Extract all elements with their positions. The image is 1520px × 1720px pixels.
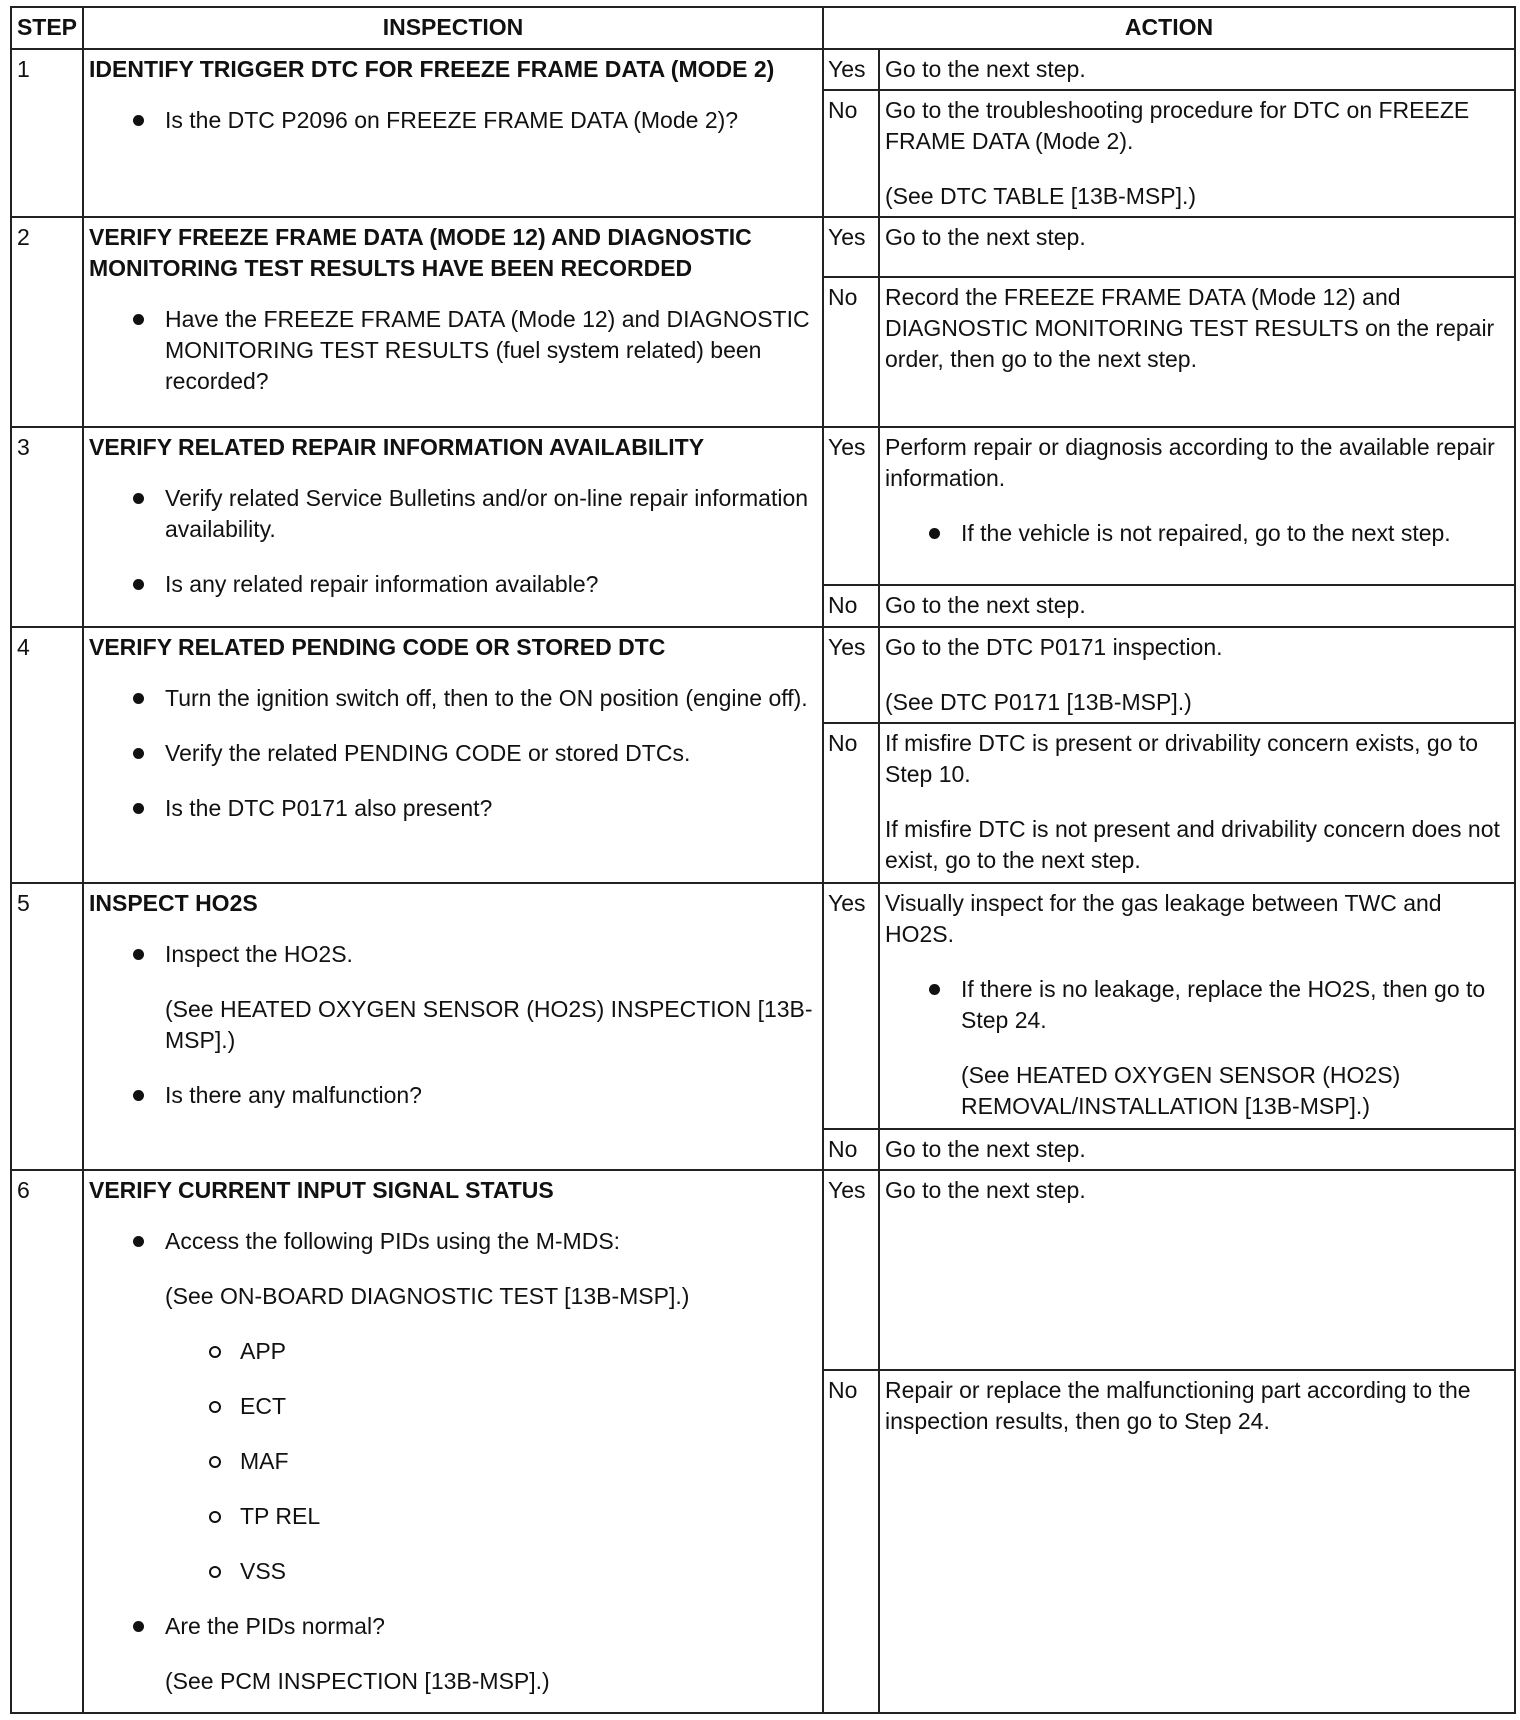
action-text: Record the FREEZE FRAME DATA (Mode 12) and DIAGNOSTIC MONITORING TEST RESULTS on the repair order, then go to the next step. [885, 284, 1495, 372]
action-reference: (See DTC TABLE [13B-MSP].) [885, 183, 1197, 209]
bullet-text: Are the PIDs normal? [165, 1613, 385, 1639]
action-text: If misfire DTC is not present and drivability concern does not exist, go to the next step. [885, 816, 1500, 873]
yes-action [879, 427, 1515, 585]
step-title: VERIFY CURRENT INPUT SIGNAL STATUS [89, 1177, 554, 1203]
action-text: Go to the next step. [885, 56, 1086, 82]
step-title: IDENTIFY TRIGGER DTC FOR FREEZE FRAME DATA (MODE 2) [89, 56, 775, 82]
bullet-reference: (See PCM INSPECTION [13B-MSP].) [165, 1668, 550, 1694]
bullet-item: Is there any malfunction? [89, 1080, 817, 1111]
no-action [879, 90, 1515, 217]
yes-action [879, 217, 1515, 277]
inspection-cell [83, 883, 823, 1170]
yes-action [879, 49, 1515, 90]
table-row [11, 1170, 1515, 1370]
yes-label: Yes [823, 1170, 879, 1370]
bullet-reference: (See HEATED OXYGEN SENSOR (HO2S) INSPECTION [13B-MSP].) [165, 996, 813, 1053]
action-reference: (See DTC P0171 [13B-MSP].) [885, 689, 1192, 715]
no-action [879, 277, 1515, 427]
inspection-cell [83, 427, 823, 627]
bullet-text: Access the following PIDs using the M-MDS: [165, 1228, 621, 1254]
action-text: Go to the troubleshooting procedure for DTC on FREEZE FRAME DATA (Mode 2). [885, 97, 1470, 154]
bullet-reference: (See ON-BOARD DIAGNOSTIC TEST [13B-MSP].) [165, 1283, 690, 1309]
header-step: STEP [11, 7, 83, 49]
bullet-reference: (See HEATED OXYGEN SENSOR (HO2S) REMOVAL/INSTALLATION [13B-MSP].) [961, 1062, 1401, 1119]
yes-action [879, 1170, 1515, 1370]
step-number: 6 [11, 1170, 83, 1713]
no-action [879, 723, 1515, 883]
bullet-text: Inspect the HO2S. [165, 941, 353, 967]
action-text: Perform repair or diagnosis according to the available repair information. [885, 434, 1495, 491]
step-title: VERIFY FREEZE FRAME DATA (MODE 12) AND DIAGNOSTIC MONITORING TEST RESULTS HAVE BEEN RECORDED [89, 224, 752, 281]
step-number: 5 [11, 883, 83, 1170]
no-label: No [823, 1370, 879, 1713]
step-title: VERIFY RELATED REPAIR INFORMATION AVAILABILITY [89, 434, 705, 460]
no-action [879, 1370, 1515, 1713]
bullet-item: Is the DTC P2096 on FREEZE FRAME DATA (Mode 2)? [89, 105, 817, 136]
no-label: No [823, 1129, 879, 1170]
diagnostic-procedure-table [10, 6, 1516, 1714]
table-row [11, 49, 1515, 90]
no-label: No [823, 585, 879, 627]
table-row [11, 217, 1515, 277]
action-text: Repair or replace the malfunctioning part according to the inspection results, then go to Step 24. [885, 1377, 1471, 1434]
step-number: 4 [11, 627, 83, 883]
yes-label: Yes [823, 427, 879, 585]
action-text: Go to the next step. [885, 1136, 1086, 1162]
step-number: 2 [11, 217, 83, 427]
inspection-cell [83, 49, 823, 217]
bullet-item: Verify the related PENDING CODE or stored DTCs. [89, 738, 817, 769]
bullet-item: Is any related repair information available? [89, 569, 817, 600]
yes-label: Yes [823, 49, 879, 90]
bullet-item [89, 1611, 817, 1697]
yes-label: Yes [823, 627, 879, 723]
yes-label: Yes [823, 883, 879, 1129]
pid-item: VSS [165, 1556, 817, 1587]
step-title: VERIFY RELATED PENDING CODE OR STORED DTC [89, 634, 666, 660]
step-title: INSPECT HO2S [89, 890, 258, 916]
yes-label: Yes [823, 217, 879, 277]
action-text: If misfire DTC is present or drivability concern exists, go to Step 10. [885, 730, 1479, 787]
no-label: No [823, 90, 879, 217]
pid-item: TP REL [165, 1501, 817, 1532]
bullet-item: Verify related Service Bulletins and/or on-line repair information availability. [89, 483, 817, 545]
pid-item: APP [165, 1336, 817, 1367]
action-text: Visually inspect for the gas leakage between TWC and HO2S. [885, 890, 1442, 947]
yes-action [879, 627, 1515, 723]
action-text: Go to the next step. [885, 224, 1086, 250]
table-row [11, 427, 1515, 585]
table-row [11, 627, 1515, 723]
inspection-cell [83, 1170, 823, 1713]
no-label: No [823, 277, 879, 427]
bullet-item: Turn the ignition switch off, then to the ON position (engine off). [89, 683, 817, 714]
step-number: 3 [11, 427, 83, 627]
action-text: Go to the DTC P0171 inspection. [885, 634, 1223, 660]
action-text: Go to the next step. [885, 592, 1086, 618]
yes-action [879, 883, 1515, 1129]
action-bullet [885, 974, 1509, 1122]
no-action [879, 1129, 1515, 1170]
inspection-cell [83, 627, 823, 883]
bullet-item: Is the DTC P0171 also present? [89, 793, 817, 824]
table-row [11, 883, 1515, 1129]
no-label: No [823, 723, 879, 883]
bullet-item [89, 939, 817, 1056]
bullet-item: Have the FREEZE FRAME DATA (Mode 12) and DIAGNOSTIC MONITORING TEST RESULTS (fuel system related) been recorded? [89, 304, 817, 397]
bullet-item [89, 1226, 817, 1587]
pid-item: MAF [165, 1446, 817, 1477]
header-action: ACTION [823, 7, 1515, 49]
step-number: 1 [11, 49, 83, 217]
header-row [11, 7, 1515, 49]
action-text: Go to the next step. [885, 1177, 1086, 1203]
pid-item: ECT [165, 1391, 817, 1422]
inspection-cell [83, 217, 823, 427]
header-inspection: INSPECTION [83, 7, 823, 49]
bullet-text: If there is no leakage, replace the HO2S, then go to Step 24. [961, 976, 1486, 1033]
action-bullet: If the vehicle is not repaired, go to the next step. [885, 518, 1509, 549]
no-action [879, 585, 1515, 627]
